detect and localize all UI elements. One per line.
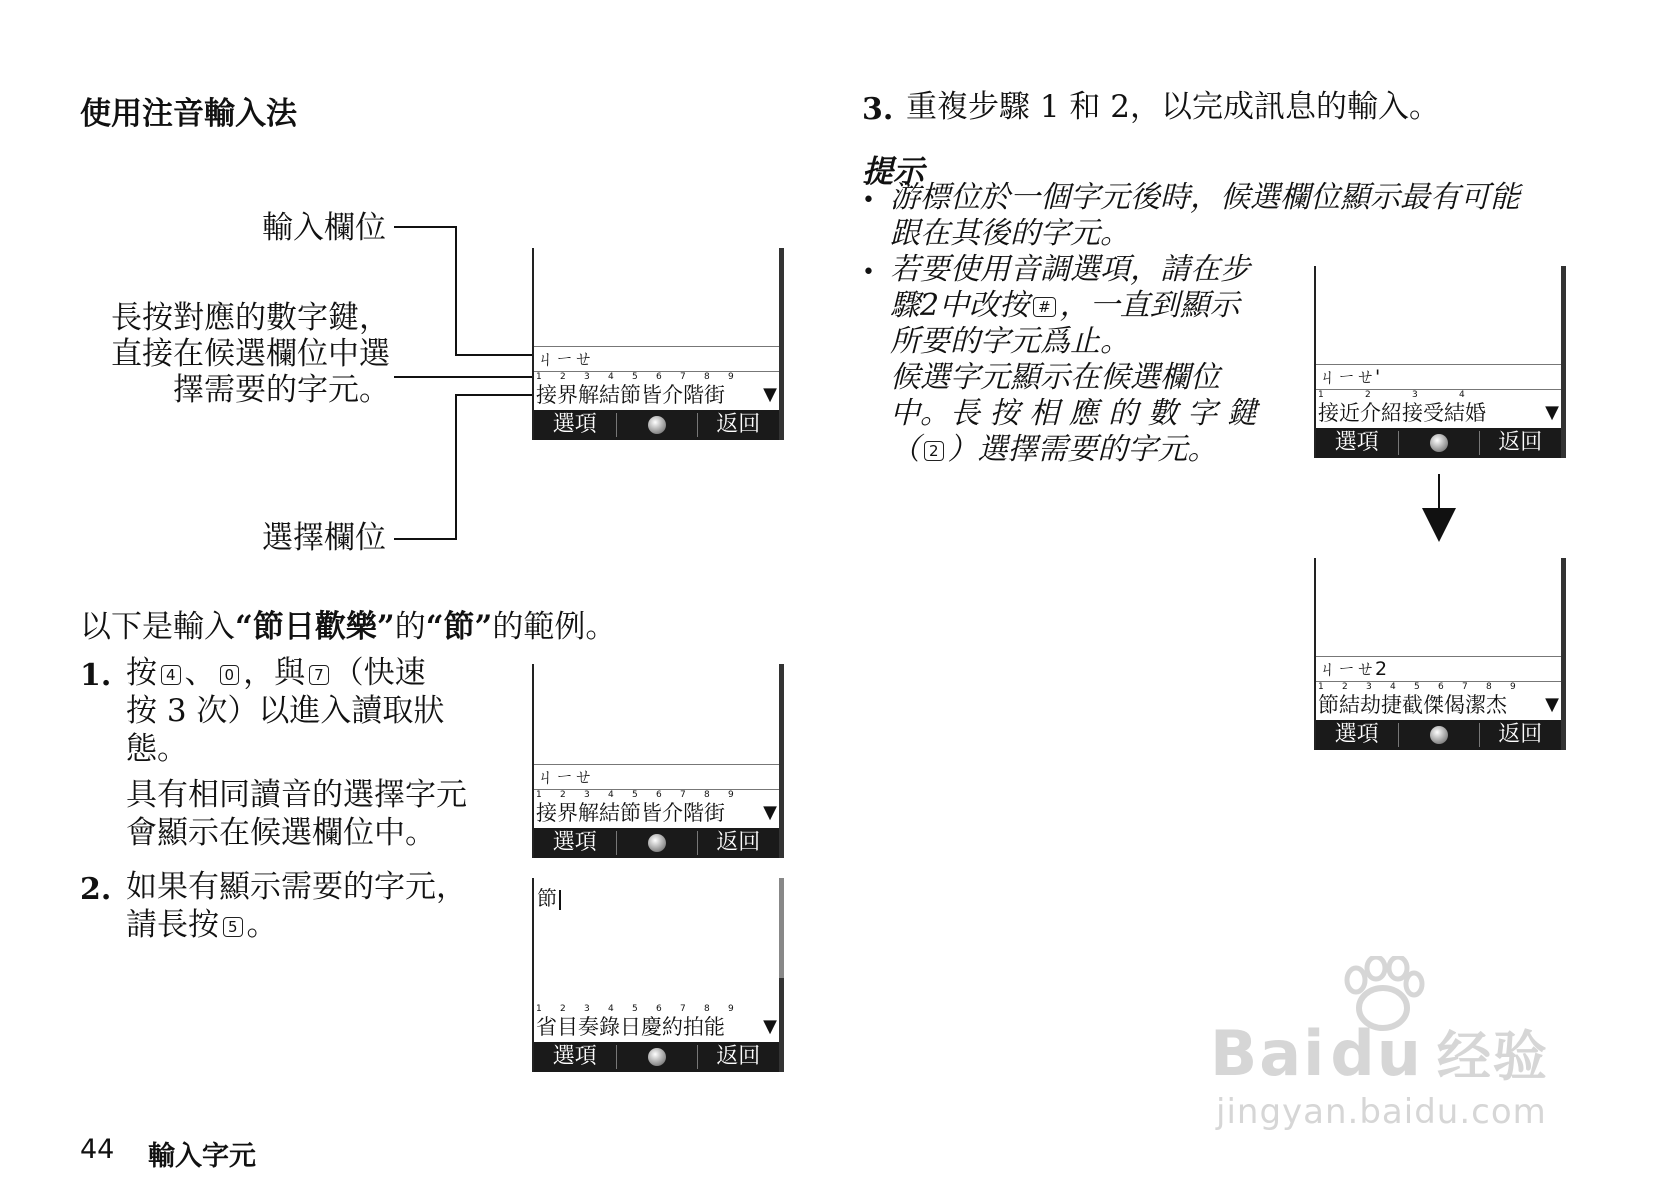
back-softkey[interactable]: 返回	[716, 412, 761, 437]
input-field: ㄐㄧㄝ	[534, 346, 779, 372]
watermark-url: jingyan.baidu.com	[1216, 1092, 1547, 1132]
scroll-down-icon: ▼	[1545, 402, 1559, 423]
watermark-brand: Baidu 经验	[1210, 1017, 1549, 1090]
softkey-bar	[534, 1042, 779, 1072]
phone-screen-tone	[1314, 266, 1566, 458]
candidate-numbers: 1 2 3 4	[1318, 390, 1465, 400]
nav-key-icon[interactable]	[648, 1048, 666, 1066]
options-softkey[interactable]: 選項	[1334, 430, 1379, 455]
connector-line	[455, 394, 535, 396]
phone-screen-tone-result	[1314, 558, 1566, 750]
scroll-down-icon: ▼	[763, 1016, 777, 1037]
tips-title: 提示	[862, 154, 924, 190]
candidate-field: 接界解結節皆介階街 ▼	[536, 801, 777, 825]
softkey-bar	[1316, 428, 1561, 458]
step-1-number: 1.	[80, 658, 112, 693]
back-softkey[interactable]: 返回	[716, 830, 761, 855]
back-softkey[interactable]: 返回	[716, 1044, 761, 1069]
connector-line	[455, 226, 457, 356]
scroll-down-icon: ▼	[763, 384, 777, 405]
step-3-text: 重複步驟 1 和 2，以完成訊息的輸入。	[906, 89, 1441, 125]
example-intro: 以下是輸入“節日歡樂”的“節”的範例。	[80, 609, 617, 645]
back-softkey[interactable]: 返回	[1498, 430, 1543, 455]
candidate-field: 接近介紹接受結婚 ▼	[1318, 401, 1559, 425]
key-7-icon: 7	[309, 665, 329, 685]
watermark	[1210, 1000, 1610, 1150]
scrollbar[interactable]	[779, 878, 784, 978]
key-2-icon: 2	[924, 441, 944, 461]
label-long-press	[100, 300, 390, 408]
candidate-field: 省目奏錄日慶約拍能 ▼	[536, 1015, 777, 1039]
tip-2: 若要使用音調選項，請在步 驟2中改按 # ，一直到顯示 所要的字元爲止。 候選字元顯示在候選欄位 中。長 按 相 應 的 數 字 鍵 （ 2 ）選擇需要的字元。	[890, 252, 1257, 467]
input-field: ㄐㄧㄝ	[534, 764, 779, 790]
message-text: 節	[537, 882, 561, 911]
step-2-number: 2.	[80, 872, 112, 907]
nav-key-icon[interactable]	[1430, 726, 1448, 744]
label-select-field: 選擇欄位	[262, 520, 386, 556]
key-4-icon: 4	[161, 665, 181, 685]
candidate-numbers: 1 2 3 4 5 6 7 8 9	[536, 1004, 734, 1014]
candidate-numbers: 1 2 3 4 5 6 7 8 9	[536, 372, 734, 382]
down-arrow-shaft	[1438, 474, 1440, 512]
connector-line	[394, 376, 535, 378]
candidate-field: 接界解結節皆介階街 ▼	[536, 383, 777, 407]
label-long-press-line2: 直接在候選欄位中選	[111, 336, 390, 372]
phone-screen-diagram	[532, 248, 784, 440]
candidate-numbers: 1 2 3 4 5 6 7 8 9	[1318, 682, 1516, 692]
connector-line	[394, 226, 456, 228]
connector-line	[455, 354, 535, 356]
label-long-press-line3: 擇需要的字元。	[173, 372, 390, 408]
input-field: ㄐㄧㄝ2	[1316, 656, 1561, 682]
connector-line	[455, 394, 457, 540]
step-2-text: 如果有顯示需要的字元， 請長按 5 。	[126, 869, 467, 943]
softkey-bar	[534, 828, 779, 858]
nav-key-icon[interactable]	[648, 416, 666, 434]
key-0-icon: 0	[220, 665, 240, 685]
section-name: 輸入字元	[148, 1141, 256, 1172]
key-hash-icon: #	[1033, 297, 1056, 317]
label-input-field: 輸入欄位	[262, 210, 386, 246]
tip-1: 游標位於一個字元後時，候選欄位顯示最有可能 跟在其後的字元。	[890, 180, 1520, 251]
page-number: 44	[80, 1134, 115, 1165]
back-softkey[interactable]: 返回	[1498, 722, 1543, 747]
page-heading: 使用注音輸入法	[80, 96, 297, 132]
label-long-press-line1: 長按對應的數字鍵，	[111, 300, 390, 336]
candidate-numbers: 1 2 3 4 5 6 7 8 9	[536, 790, 734, 800]
scroll-down-icon: ▼	[763, 802, 777, 823]
connector-line	[394, 538, 456, 540]
bullet-icon: •	[862, 260, 875, 285]
softkey-bar	[534, 410, 779, 440]
input-field: ㄐㄧㄝ'	[1316, 364, 1561, 390]
nav-key-icon[interactable]	[648, 834, 666, 852]
step-1-text: 按 4 、 0 ，與 7 （快速 按 3 次）以進入讀取狀 態。 具有相同讀音的選擇字元 會顯示在候選欄位中。	[126, 655, 467, 851]
scroll-down-icon: ▼	[1545, 694, 1559, 715]
options-softkey[interactable]: 選項	[552, 1044, 597, 1069]
options-softkey[interactable]: 選項	[552, 830, 597, 855]
options-softkey[interactable]: 選項	[1334, 722, 1379, 747]
phone-screen-step2	[532, 878, 784, 1072]
nav-key-icon[interactable]	[1430, 434, 1448, 452]
down-arrow-icon	[1422, 508, 1456, 542]
step-3-number: 3.	[862, 92, 894, 127]
key-5-icon: 5	[223, 917, 243, 937]
text-cursor	[559, 890, 561, 910]
options-softkey[interactable]: 選項	[552, 412, 597, 437]
phone-screen-step1	[532, 664, 784, 858]
bullet-icon: •	[862, 188, 875, 213]
softkey-bar	[1316, 720, 1561, 750]
candidate-field: 節結劫捷截傑偈潔杰 ▼	[1318, 693, 1559, 717]
